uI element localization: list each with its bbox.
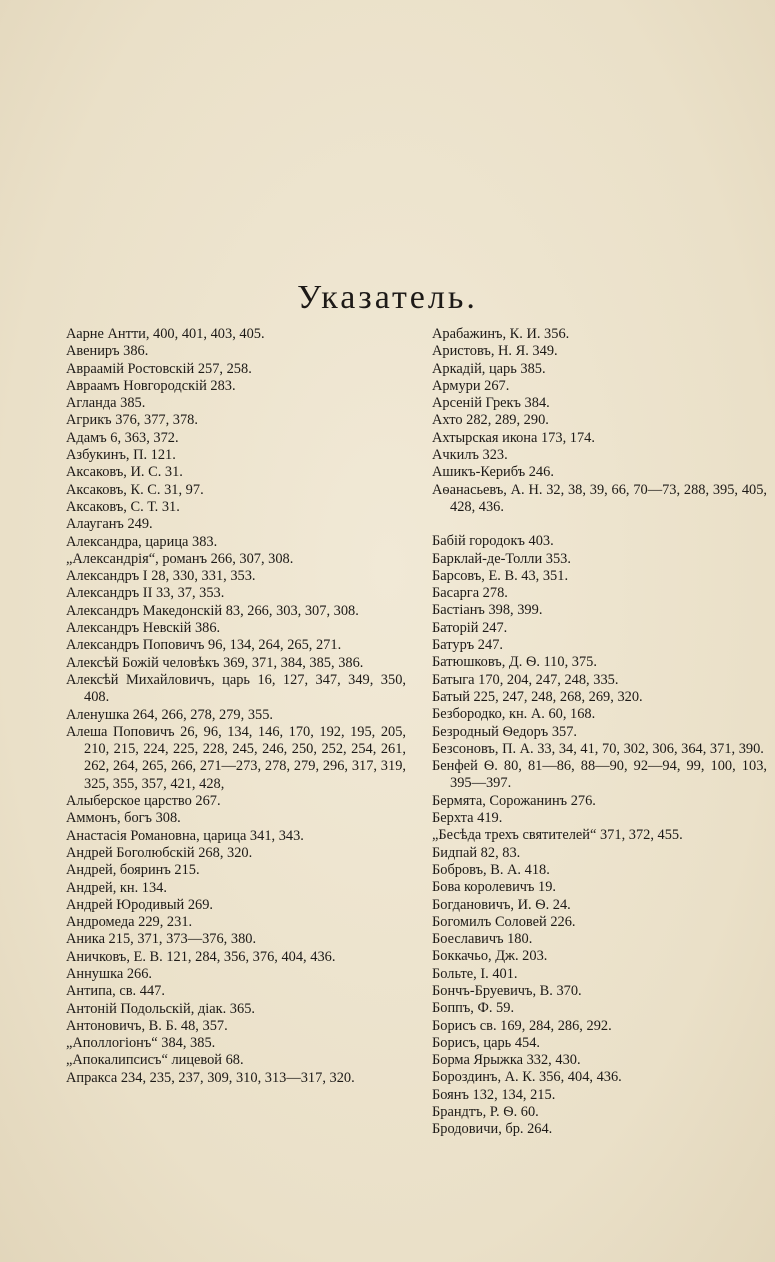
- index-entry: Боккачьо, Дж. 203.: [432, 948, 548, 965]
- page-title: Указатель.: [297, 278, 478, 316]
- index-entry: Арсенiй Грекъ 384.: [432, 395, 550, 412]
- index-column-left: [66, 326, 406, 1087]
- index-entry: Аннушка 266.: [66, 965, 153, 982]
- index-entry: Андрей Юродивый 269.: [66, 896, 214, 913]
- index-entry: Александръ II 33, 37, 353.: [66, 585, 225, 602]
- index-entry: Аника 215, 371, 373—376, 380.: [66, 931, 257, 948]
- index-entry: Бродовичи, бр. 264.: [432, 1121, 553, 1138]
- index-entry: Ачкилъ 323.: [432, 447, 508, 464]
- index-entry: Андрей, бояринъ 215.: [66, 862, 200, 879]
- index-entry: Авраамiй Ростовскiй 257, 258.: [66, 360, 252, 377]
- index-entry: „Александрiя“, романъ 266, 307, 308.: [66, 550, 294, 567]
- index-entry: Аксаковъ, К. С. 31, 97.: [66, 481, 204, 498]
- index-entry: Бермята, Сорожанинъ 276.: [432, 792, 596, 809]
- index-entry: Александръ Поповичъ 96, 134, 264, 265, 271.: [66, 637, 342, 654]
- index-entry: Богомилъ Соловей 226.: [432, 913, 576, 930]
- index-entry: „Апокалипсисъ“ лицевой 68.: [66, 1052, 244, 1069]
- index-entry: Батыга 170, 204, 247, 248, 335.: [432, 671, 619, 688]
- index-section-a-continued: [432, 326, 767, 516]
- index-entry: Антонiй Подольскiй, дiак. 365.: [66, 1000, 255, 1017]
- index-entry: Александръ Македонскiй 83, 266, 303, 307, 308.: [66, 602, 359, 619]
- index-entry: Авениръ 386.: [66, 343, 149, 360]
- index-entry: Арабажинъ, К. И. 356.: [432, 326, 570, 342]
- index-entry: Аничковъ, Е. В. 121, 284, 356, 376, 404, 436.: [66, 948, 336, 965]
- index-column-right: [432, 326, 767, 1139]
- index-entry: Алеша Поповичъ 26, 96, 134, 146, 170, 192, 195, 205, 210, 215, 224, 225, 228, 245, 246, 250, 252, 254, 261, 262, 264, 265, 266, 271—273, 278, 279, 296, 317, 319, 325, 355, 357, 421, 428,: [66, 723, 406, 792]
- index-entry: Аксаковъ, С. Т. 31.: [66, 498, 180, 515]
- index-entry: Армури 267.: [432, 377, 510, 394]
- index-entry: Борисъ св. 169, 284, 286, 292.: [432, 1017, 612, 1034]
- index-entry: Бенфей Ѳ. 80, 81—86, 88—90, 92—94, 99, 100, 103, 395—397.: [432, 758, 767, 792]
- index-entry: Бороздинъ, А. К. 356, 404, 436.: [432, 1069, 622, 1086]
- index-entry: Безсоновъ, П. А. 33, 34, 41, 70, 302, 306, 364, 371, 390.: [432, 740, 764, 757]
- index-entry: Берхта 419.: [432, 810, 503, 827]
- index-entry: Алыберское царство 267.: [66, 793, 221, 810]
- index-entry: Батуръ 247.: [432, 637, 503, 654]
- index-entry: Бобровъ, В. А. 418.: [432, 861, 550, 878]
- index-entry: Батюшковъ, Д. Ѳ. 110, 375.: [432, 654, 597, 671]
- index-entry: Богдановичъ, И. Ѳ. 24.: [432, 896, 571, 913]
- index-entry: Андромеда 229, 231.: [66, 914, 193, 931]
- index-section-b: [432, 533, 767, 1138]
- index-entry: Александръ I 28, 330, 331, 353.: [66, 568, 256, 585]
- index-entry: Алауганъ 249.: [66, 516, 153, 533]
- index-entry: „Аполлогiонъ“ 384, 385.: [66, 1035, 216, 1052]
- index-entry: Баторiй 247.: [432, 619, 508, 636]
- index-entry: Андрей Боголюбскiй 268, 320.: [66, 844, 253, 861]
- index-entry: Барклай-де-Толли 353.: [432, 550, 571, 567]
- index-entry: Андрей, кн. 134.: [66, 879, 167, 896]
- index-entry: Борма Ярыжка 332, 430.: [432, 1052, 581, 1069]
- index-entry: Авраамъ Новгородскiй 283.: [66, 377, 236, 394]
- index-entry: Больте, I. 401.: [432, 965, 518, 982]
- index-entry: Анастасiя Романовна, царица 341, 343.: [66, 827, 304, 844]
- index-entry: Александра, царица 383.: [66, 533, 218, 550]
- index-entry: Басарга 278.: [432, 585, 508, 602]
- index-entry: „Бесѣда трехъ святителей“ 371, 372, 455.: [432, 827, 683, 844]
- index-entry: Аристовъ, Н. Я. 349.: [432, 343, 558, 360]
- index-entry: Ашикъ-Керибъ 246.: [432, 464, 554, 481]
- index-entry: Бастiанъ 398, 399.: [432, 602, 543, 619]
- index-entry: Боппъ, Ф. 59.: [432, 1000, 515, 1017]
- index-entry: Алексѣй Михайловичъ, царь 16, 127, 347, 349, 350, 408.: [66, 671, 406, 706]
- index-entry: Брандтъ, Р. Ѳ. 60.: [432, 1104, 539, 1121]
- index-entry: Бова королевичъ 19.: [432, 879, 557, 896]
- index-entry: Азбукинъ, П. 121.: [66, 447, 176, 464]
- index-entry: Аѳанасьевъ, А. Н. 32, 38, 39, 66, 70—73, 288, 395, 405, 428, 436.: [432, 481, 767, 515]
- index-entry: Аксаковъ, И. С. 31.: [66, 464, 183, 481]
- index-entry: Антипа, св. 447.: [66, 983, 165, 1000]
- index-entry: Бидпай 82, 83.: [432, 844, 521, 861]
- index-entry: Аммонъ, богъ 308.: [66, 810, 181, 827]
- index-entry: Аркадiй, царь 385.: [432, 360, 546, 377]
- index-entry: Бабiй городокъ 403.: [432, 533, 554, 550]
- index-entry: Алексѣй Божiй человѣкъ 369, 371, 384, 385, 386.: [66, 654, 364, 671]
- index-entry: Аарне Антти, 400, 401, 403, 405.: [66, 326, 265, 342]
- index-entry: Безродный Ѳедоръ 357.: [432, 723, 578, 740]
- index-entry: Ахтырская икона 173, 174.: [432, 429, 595, 446]
- index-entry: Адамъ 6, 363, 372.: [66, 429, 179, 446]
- index-entry: Бончъ-Бруевичъ, В. 370.: [432, 982, 582, 999]
- index-entry: Боянъ 132, 134, 215.: [432, 1086, 556, 1103]
- index-entry: Аленушка 264, 266, 278, 279, 355.: [66, 706, 274, 723]
- index-entry: Безбородко, кн. А. 60, 168.: [432, 706, 596, 723]
- index-entry: Агрикъ 376, 377, 378.: [66, 412, 198, 429]
- index-entry: Барсовъ, Е. В. 43, 351.: [432, 567, 569, 584]
- index-entry: Ахто 282, 289, 290.: [432, 412, 549, 429]
- index-entry: Батый 225, 247, 248, 268, 269, 320.: [432, 688, 643, 705]
- index-entry: Антоновичъ, В. Б. 48, 357.: [66, 1017, 228, 1034]
- index-entry: Александръ Невскiй 386.: [66, 620, 221, 637]
- index-entry: Борисъ, царь 454.: [432, 1034, 541, 1051]
- section-spacer: [432, 516, 767, 533]
- index-entry: Апракса 234, 235, 237, 309, 310, 313—317, 320.: [66, 1069, 355, 1086]
- index-entry: Агланда 385.: [66, 395, 146, 412]
- index-entry: Боеславичъ 180.: [432, 931, 533, 948]
